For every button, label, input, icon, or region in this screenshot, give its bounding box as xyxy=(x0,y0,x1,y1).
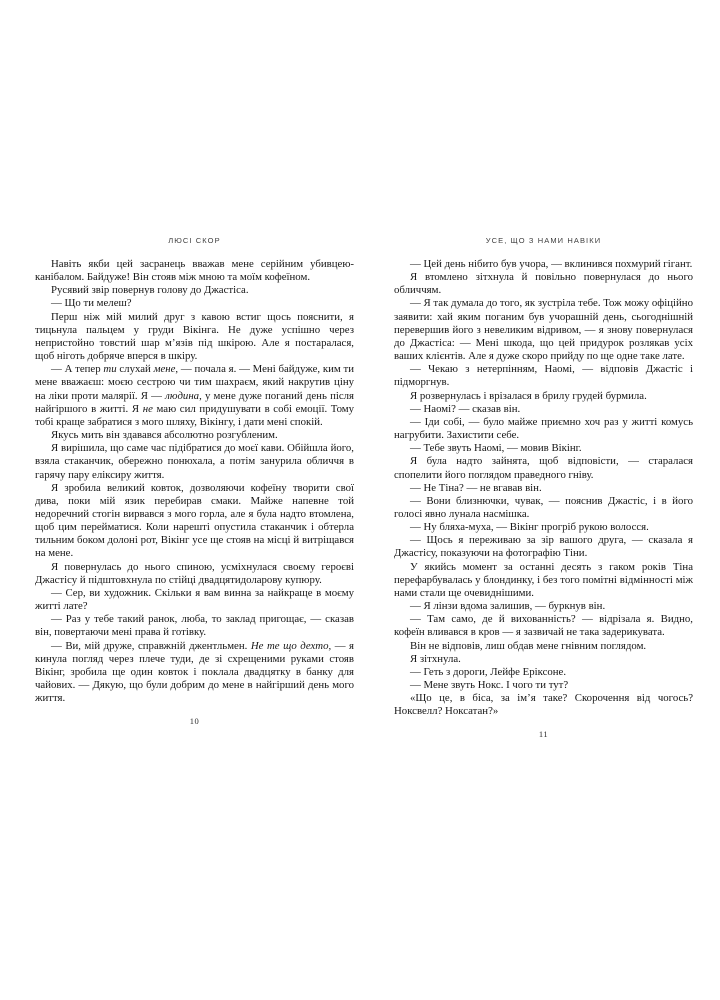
paragraph: У якийсь момент за останні десять з гаком років Тіна перефарбувалась у блондинку, і без того помітні відмінності між нами стали ще очевиднішими. xyxy=(394,560,693,599)
paragraph: Русявий звір повернув голову до Джастіса. xyxy=(51,284,249,297)
paragraph: — Там само, де й вихованність? — відрізала я. Видно, кофеїн вливався в кров — я зазвичай не така задерикувата. xyxy=(394,613,693,639)
page-number-left: 10 xyxy=(189,716,200,727)
paragraph: — Чекаю з нетерпінням, Наомі, — відповів Джастіс і підморгнув. xyxy=(394,363,693,389)
paragraph: Якусь мить він здавався абсолютно розгубленим. xyxy=(51,429,278,442)
paragraph: Перш ніж мій милий друг з кавою встиг щось пояснити, я тицьнула пальцем у груди Вікінга. Не дуже успішно через непристойно товстий шар м’язів під шкірою. Але я постаралася, щоб ніготь добряче вперся в шкіру. xyxy=(35,310,354,363)
paragraph: — Ну бляха-муха, — Вікінг прогріб рукою волосся. xyxy=(410,521,649,534)
page-number-right: 11 xyxy=(538,729,549,740)
paragraph: — Мене звуть Нокс. І чого ти тут? xyxy=(410,679,569,691)
paragraph: — Не Тіна? — не вгавав він. xyxy=(410,481,542,494)
page-left xyxy=(35,236,354,726)
paragraph: Я розвернулась і врізалася в брилу грудей бурмила. xyxy=(410,389,647,402)
paragraph: — Іди собі, — було майже приємно хоч раз у житті комусь нагрубити. Захистити себе. xyxy=(394,415,693,442)
paragraph: — Раз у тебе такий ранок, люба, то заклад пригощає, — сказав він, повертаючи мені права й готівку. xyxy=(35,613,354,639)
page-body-right xyxy=(394,258,693,718)
paragraph: — Цей день нібито був учора, — вклинився похмурий гігант. xyxy=(410,258,693,270)
running-head-author: ЛЮСІ СКОР xyxy=(168,236,221,245)
paragraph: — Я лінзи вдома залишив, — буркнув він. xyxy=(410,600,606,613)
paragraph: — Геть з дороги, Лейфе Еріксоне. xyxy=(410,665,567,678)
paragraph: — Я так думала до того, як зустріла тебе. Тож можу офіційно заявити: хай яким поганим був учорашній день, сьогоднішній перевершив його з невеликим відривом, — я знову повернулася до Джастіса: — Мені шкода, що цей придурок розлякав усіх ваших клієнтів. Але я дуже скоро прийду по ще одне таке лате. xyxy=(394,297,693,363)
paragraph: Я була надто зайнята, щоб відповісти, — старалася спопелити його поглядом праведного гніву. xyxy=(394,455,693,481)
paragraph: — Ви, мій друже, справжній джентльмен. Не те що дехто, — я кинула погляд через плече туди, де зі схрещеними руками стояв Вікінг, зробила ще один ковток і поклала двадцятку в банку для чайових. — Дякую, що були добрим до мене в найгірший день мого життя. xyxy=(35,639,355,705)
page-body-left xyxy=(35,258,354,705)
paragraph: — Сер, ви художник. Скільки я вам винна за найкраще в моєму житті лате? xyxy=(35,586,354,613)
paragraph: Я зітхнула. xyxy=(410,652,461,665)
paragraph: Я повернулась до нього спиною, усміхнулася своєму героєві Джастісу й підштовхнула по стійці двадцятидоларову купюру. xyxy=(35,560,354,586)
paragraph: Я зробила великий ковток, дозволяючи кофеїну творити свої дива, поки мій язик перебирав смаки. Майже напевне той недоречний стогін вирвався з мого горла, але я була надто втомлена, щоб цим перейматися. Коли нарешті опустила стаканчик і обтерла тильним боком долоні рот, Вікінг усе ще стояв на місці й витріщався на мене. xyxy=(35,481,354,560)
paragraph: — Що ти мелеш? xyxy=(51,297,132,310)
paragraph: Навіть якби цей засранець вважав мене серійним убивцею-канібалом. Байдуже! Він стояв між мною та моїм кофеїном. xyxy=(35,258,354,284)
paragraph: — Вони близнючки, чувак, — пояснив Джастіс, і в його голосі явно лунала насмішка. xyxy=(394,494,693,520)
paragraph: — Тебе звуть Наомі, — мовив Вікінг. xyxy=(410,442,582,455)
paragraph: — Щось я переживаю за зір вашого друга, — сказала я Джастісу, показуючи на фотографію Тіни. xyxy=(394,534,693,560)
paragraph: «Що це, в біса, за ім’я таке? Скорочення від чогось? Ноксвелл? Ноксатан?» xyxy=(394,692,693,718)
paragraph: — Наомі? — сказав він. xyxy=(410,402,521,415)
running-head-title: УСЕ, ЩО З НАМИ НАВІКИ xyxy=(485,236,602,245)
paragraph: Він не відповів, лиш обдав мене гнівним поглядом. xyxy=(410,639,647,652)
paragraph: — А тепер ти слухай мене, — почала я. — Мені байдуже, ким ти мене вважаєш: моєю сестрою чи тим шахраєм, який накрутив ціну на ліки проти малярії. Я — людина, у мене дуже поганий день після найгіршого в житті. Я не маю сил придушувати в собі емоції. Тому тобі краще забратися з мого шляху, Вікінгу, і дати мені спокій. xyxy=(35,363,354,428)
paragraph: Я вирішила, що саме час підібратися до моєї кави. Обійшла його, взяла стаканчик, обережно понюхала, а потім занурила обличчя в гарячу пару еліксиру життя. xyxy=(35,442,354,481)
page-right xyxy=(394,236,693,739)
paragraph: Я втомлено зітхнула й повільно повернулася до нього обличчям. xyxy=(394,271,693,297)
